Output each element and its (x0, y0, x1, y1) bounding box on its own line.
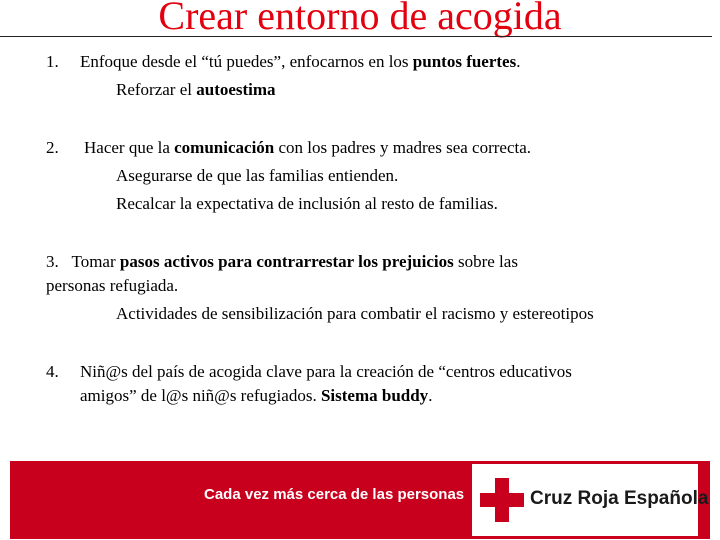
item-1-number: 1. (46, 52, 59, 71)
item-3-text-continued: personas refugiada. (46, 276, 179, 295)
red-cross-icon (480, 478, 524, 522)
item-1-subpoint: Reforzar el autoestima (116, 80, 276, 99)
footer-banner (10, 461, 710, 539)
item-2-subpoint: Asegurarse de que las familias entienden. (116, 166, 399, 185)
slide-title: Crear entorno de acogida (158, 0, 562, 38)
item-4-number: 4. (46, 362, 59, 381)
title-divider (0, 36, 712, 37)
brand-name: Cruz Roja Española (530, 488, 709, 509)
brand-logo (472, 464, 709, 536)
item-1-text: Enfoque desde el “tú puedes”, enfocarnos en los puntos fuertes. (80, 52, 521, 71)
item-3-text: 3. Tomar pasos activos para contrarrestar los prejuicios sobre las (46, 252, 518, 271)
item-4-text-continued: amigos” de l@s niñ@s refugiados. Sistema buddy. (80, 386, 433, 405)
item-3-subpoint: Actividades de sensibilización para combatir el racismo y estereotipos (116, 304, 594, 323)
footer-slogan: Cada vez más cerca de las personas (204, 486, 465, 503)
item-4-text: Niñ@s del país de acogida clave para la creación de “centros educativos (80, 362, 572, 381)
item-2-number: 2. (46, 138, 59, 157)
item-2-text: Hacer que la comunicación con los padres y madres sea correcta. (84, 138, 532, 157)
item-2-subpoint: Recalcar la expectativa de inclusión al resto de familias. (116, 194, 498, 213)
